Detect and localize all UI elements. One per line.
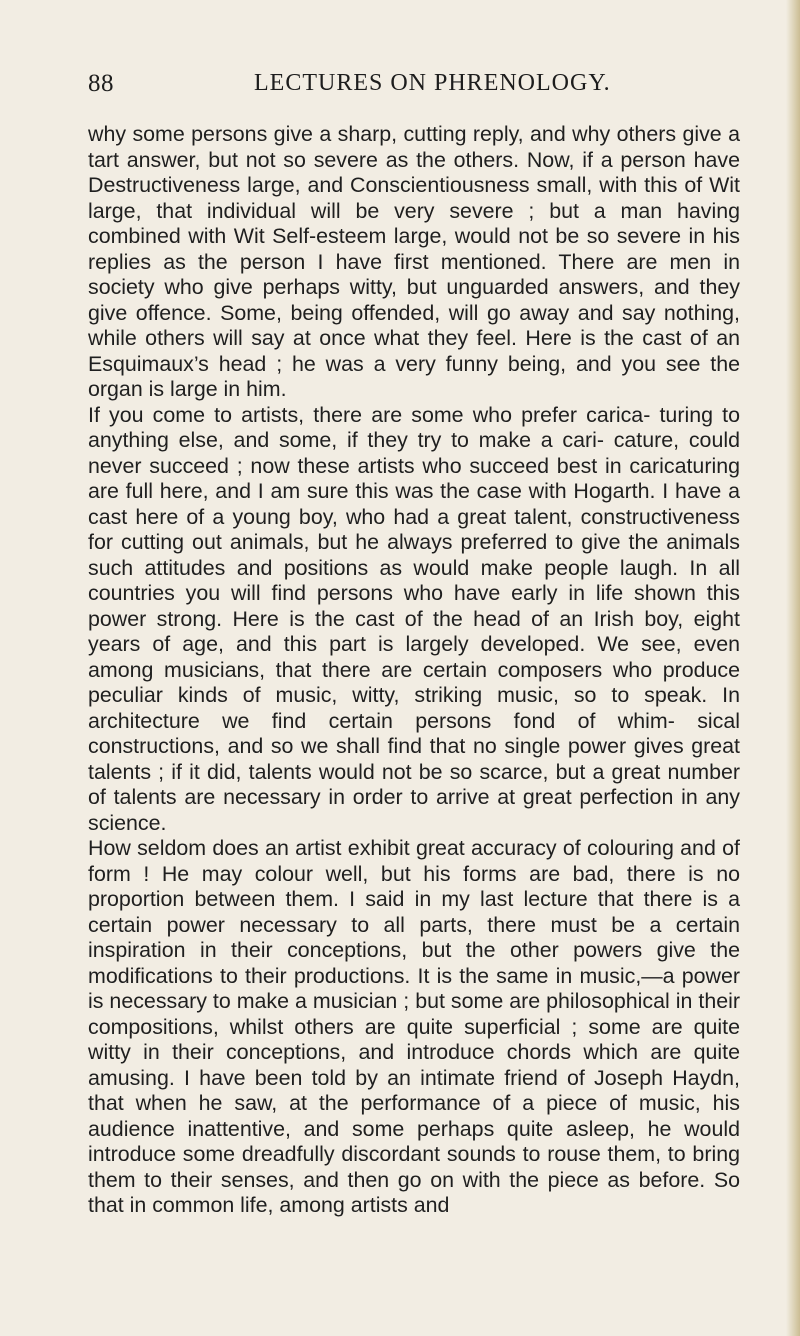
running-title: LECTURES ON PHRENOLOGY. — [254, 70, 611, 96]
paragraph: why some persons give a sharp, cutting reply, and why others give a tart answer, but not so severe as the others. Now, if a person have Destructiveness large, and Conscientiousness small, with this of Wit large, that individual will be very severe ; but a man having combined with Wit Self-esteem large, would not be so severe in his replies as the person I have first mentioned. There are men in society who give perhaps witty, but unguarded answers, and they give offence. Some, being offended, will go away and say nothing, while others will say at once what they feel. Here is the cast of an Esquimaux’s head ; he was a very funny being, and you see the organ is large in him. — [88, 122, 740, 401]
page-number: 88 — [88, 70, 114, 97]
page-header — [88, 70, 740, 110]
body-text — [88, 122, 740, 1219]
paragraph: If you come to artists, there are some who prefer carica- turing to anything else, and some, if they try to make a cari- cature, could never succeed ; now these artists who succeed best in caricaturing are full here, and I am sure this was the case with Hogarth. I have a cast here of a young boy, who had a great talent, constructiveness for cutting out animals, but he always preferred to give the animals such attitudes and positions as would make people laugh. In all countries you will find persons who have early in life shown this power strong. Here is the cast of the head of an Irish boy, eight years of age, and this part is largely developed. We see, even among musicians, that there are certain composers who produce peculiar kinds of music, witty, striking music, so to speak. In architecture we find certain persons fond of whim- sical constructions, and so we shall find that no single power gives great talents ; if it did, talents would not be so scarce, but a great number of talents are necessary in order to arrive at great perfection in any science. — [88, 402, 740, 835]
paragraph: How seldom does an artist exhibit great accuracy of colouring and of form ! He may colour well, but his forms are bad, there is no proportion between them. I said in my last lecture that there is a certain power necessary to all parts, there must be a certain inspiration in their conceptions, but the other powers give the modifications to their productions. It is the same in music,—a power is necessary to make a musician ; but some are philosophical in their compositions, whilst others are quite superficial ; some are quite witty in their conceptions, and introduce chords which are quite amusing. I have been told by an intimate friend of Joseph Haydn, that when he saw, at the performance of a piece of music, his audience inattentive, and some perhaps quite asleep, he would introduce some dreadfully discordant sounds to rouse them, to bring them to their senses, and then go on with the piece as before. So that in common life, among artists and — [88, 836, 740, 1217]
page-edge-shadow — [786, 0, 800, 1336]
